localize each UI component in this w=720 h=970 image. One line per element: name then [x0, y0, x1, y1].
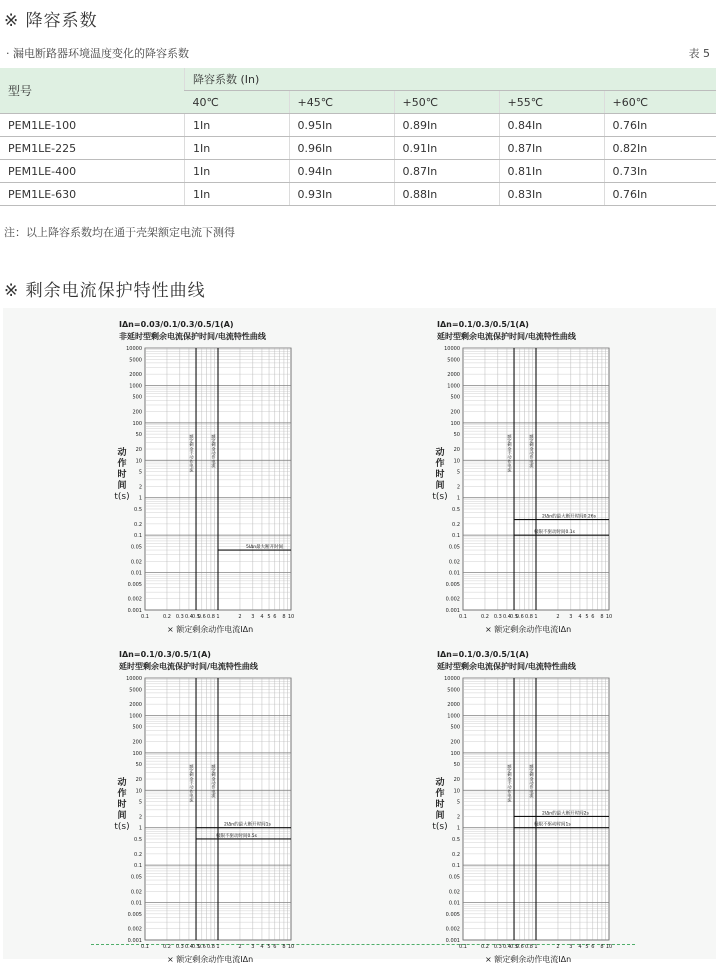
x-tick-label: 0.1	[141, 614, 149, 620]
x-tick-label: 3	[251, 944, 255, 950]
x-tick-label: 5	[267, 944, 271, 950]
y-axis-label-char: 动	[435, 448, 445, 458]
y-tick-label: 500	[132, 394, 142, 401]
y-tick-label: 1	[456, 825, 460, 832]
y-axis-label-char: 间	[435, 811, 445, 821]
y-tick-label: 1	[138, 495, 142, 502]
x-tick-label: 0.3	[175, 944, 184, 950]
y-tick-label: 0.005	[127, 581, 142, 588]
x-tick-label: 0.3	[175, 614, 184, 620]
y-tick-label: 100	[450, 420, 460, 427]
y-axis-label-char: 时	[117, 470, 127, 480]
x-tick-label: 5	[585, 614, 589, 620]
y-tick-label: 0.001	[127, 608, 142, 614]
x-tick-label: 10	[287, 944, 295, 950]
chart-caption-title: 非延时型剩余电流保护时间/电流特性曲线	[119, 332, 266, 341]
y-tick-label: 0.01	[130, 900, 142, 907]
x-axis-label: × 额定剩余动作电流IΔn	[485, 955, 572, 964]
y-tick-label: 2	[456, 484, 460, 491]
horizontal-label: 2IΔn的最大断开时间2s	[542, 811, 589, 817]
vertical-label: 额定剩余不动作电流	[507, 764, 513, 802]
y-tick-label: 0.01	[448, 900, 460, 907]
y-tick-label: 20	[135, 447, 142, 454]
chart-caption-current: IΔn=0.03/0.1/0.3/0.5/1(A)	[119, 320, 234, 329]
y-axis-label-char: 动	[117, 448, 127, 458]
x-tick-label: 8	[600, 614, 604, 620]
y-axis-label-char: 时	[117, 800, 127, 810]
y-tick-label: 500	[132, 724, 142, 731]
x-tick-label: 0.3	[493, 944, 502, 950]
y-tick-label: 5000	[447, 687, 460, 694]
x-tick-label: 6	[273, 614, 277, 620]
y-tick-label: 50	[453, 762, 460, 769]
y-tick-label: 0.05	[130, 874, 142, 881]
y-axis-label-char: 作	[117, 789, 127, 799]
y-tick-label: 2000	[129, 372, 142, 379]
chart-caption-current: IΔn=0.1/0.3/0.5/1(A)	[437, 320, 529, 329]
y-tick-label: 10	[453, 788, 460, 795]
cell-value: 0.87In	[499, 137, 604, 160]
x-tick-label: 0.5	[510, 944, 519, 950]
x-tick-label: 0.5	[510, 614, 519, 620]
vertical-label: 额定剩余不动作电流	[189, 434, 195, 472]
y-tick-label: 0.05	[130, 544, 142, 551]
x-tick-label: 3	[569, 944, 573, 950]
cell-value: 0.76In	[604, 183, 716, 206]
y-tick-label: 1000	[129, 713, 142, 720]
x-tick-label: 0.8	[206, 944, 215, 950]
y-tick-label: 0.002	[445, 926, 460, 933]
y-tick-label: 200	[132, 409, 142, 416]
y-tick-label: 5	[138, 469, 142, 476]
y-tick-label: 2	[138, 484, 142, 491]
cell-value: 0.82In	[604, 137, 716, 160]
x-axis-label: × 额定剩余动作电流IΔn	[167, 625, 254, 634]
y-tick-label: 1000	[129, 383, 142, 390]
y-axis-label-char: 作	[117, 459, 127, 469]
x-tick-label: 10	[605, 944, 613, 950]
cell-model: PEM1LE-400	[0, 160, 185, 183]
chart-plot	[421, 650, 631, 970]
header-group: 降容系数 (In)	[185, 68, 717, 91]
x-tick-label: 8	[282, 614, 286, 620]
y-tick-label: 10000	[444, 346, 460, 352]
x-tick-label: 6	[591, 944, 595, 950]
header-temp: +50℃	[394, 91, 499, 114]
y-tick-label: 500	[450, 724, 460, 731]
y-tick-label: 0.05	[448, 874, 460, 881]
y-tick-label: 0.2	[452, 851, 460, 858]
y-tick-label: 0.1	[134, 533, 142, 540]
x-tick-label: 8	[600, 944, 604, 950]
x-tick-label: 5	[267, 614, 271, 620]
y-tick-label: 0.5	[452, 836, 460, 843]
cell-value: 0.76In	[604, 114, 716, 137]
x-tick-label: 1	[534, 944, 538, 950]
y-axis-label	[115, 778, 129, 833]
x-tick-label: 0.1	[141, 944, 149, 950]
header-temp: +55℃	[499, 91, 604, 114]
cell-value: 1In	[185, 114, 290, 137]
section-heading-curves: ※ 剩余电流保护特性曲线	[4, 281, 206, 301]
cell-value: 0.84In	[499, 114, 604, 137]
y-tick-label: 0.5	[452, 506, 460, 513]
characteristic-chart-1	[103, 320, 313, 640]
cell-value: 0.73In	[604, 160, 716, 183]
vertical-label: 额定剩余动作电流	[211, 434, 217, 468]
y-tick-label: 5	[138, 799, 142, 806]
x-tick-label: 0.6	[515, 614, 524, 620]
y-tick-label: 10	[135, 788, 142, 795]
y-tick-label: 0.01	[130, 570, 142, 577]
y-tick-label: 20	[453, 777, 460, 784]
x-tick-label: 6	[273, 944, 277, 950]
x-tick-label: 0.6	[515, 944, 524, 950]
cell-value: 1In	[185, 160, 290, 183]
y-axis-label-char: 作	[435, 459, 445, 469]
x-tick-label: 2	[238, 614, 242, 620]
x-tick-label: 0.1	[459, 944, 467, 950]
y-tick-label: 0.1	[452, 863, 460, 870]
x-tick-label: 0.4	[502, 944, 511, 950]
x-tick-label: 0.8	[524, 614, 533, 620]
cell-value: 0.89In	[394, 114, 499, 137]
chart-plot	[421, 320, 631, 640]
x-axis-label: × 额定剩余动作电流IΔn	[167, 955, 254, 964]
derating-subtitle: · 漏电断路器环境温度变化的降容系数	[6, 47, 189, 60]
y-tick-label: 2000	[447, 372, 460, 379]
y-tick-label: 0.001	[445, 608, 460, 614]
x-tick-label: 0.1	[459, 614, 467, 620]
header-temp: 40℃	[185, 91, 290, 114]
y-tick-label: 0.5	[134, 836, 142, 843]
y-tick-label: 0.02	[130, 889, 142, 896]
y-axis-label-char: 时	[435, 800, 445, 810]
y-tick-label: 1	[456, 495, 460, 502]
y-axis-label-char: 动	[435, 778, 445, 788]
y-tick-label: 0.05	[448, 544, 460, 551]
y-tick-label: 0.002	[445, 596, 460, 603]
chart-caption-current: IΔn=0.1/0.3/0.5/1(A)	[437, 650, 529, 659]
cell-value: 0.95In	[289, 114, 394, 137]
y-tick-label: 0.02	[448, 889, 460, 896]
vertical-label: 额定剩余不动作电流	[189, 764, 195, 802]
x-tick-label: 2	[556, 614, 560, 620]
y-tick-label: 0.2	[452, 521, 460, 528]
cell-value: 0.81In	[499, 160, 604, 183]
chart-plot	[103, 650, 313, 970]
vertical-label: 额定剩余动作电流	[529, 434, 535, 468]
header-row	[0, 68, 716, 91]
header-temp: +45℃	[289, 91, 394, 114]
y-tick-label: 0.005	[127, 911, 142, 918]
y-tick-label: 0.1	[134, 863, 142, 870]
y-tick-label: 10000	[126, 676, 142, 682]
cell-value: 0.83In	[499, 183, 604, 206]
y-tick-label: 20	[135, 777, 142, 784]
cell-value: 0.96In	[289, 137, 394, 160]
table-row	[0, 183, 716, 206]
y-tick-label: 0.2	[134, 521, 142, 528]
y-tick-label: 50	[135, 432, 142, 439]
x-tick-label: 3	[569, 614, 573, 620]
y-axis-label-char: t(s)	[432, 492, 448, 502]
y-axis-label	[433, 778, 447, 833]
chart-caption-title: 延时型剩余电流保护时间/电流特性曲线	[437, 662, 576, 671]
cell-value: 0.88In	[394, 183, 499, 206]
y-tick-label: 2000	[447, 702, 460, 709]
y-tick-label: 1000	[447, 713, 460, 720]
cell-value: 0.91In	[394, 137, 499, 160]
x-tick-label: 10	[287, 614, 295, 620]
x-tick-label: 0.8	[524, 944, 533, 950]
horizontal-label: 2IΔn的最大断开时间0.26s	[542, 514, 597, 520]
y-tick-label: 10	[453, 458, 460, 465]
x-tick-label: 2	[238, 944, 242, 950]
y-tick-label: 20	[453, 447, 460, 454]
y-tick-label: 0.001	[445, 938, 460, 944]
cell-value: 0.87In	[394, 160, 499, 183]
chart-plot	[103, 320, 313, 640]
y-tick-label: 0.005	[445, 911, 460, 918]
y-tick-label: 2000	[129, 702, 142, 709]
y-tick-label: 200	[450, 409, 460, 416]
x-tick-label: 0.5	[192, 614, 201, 620]
cell-value: 1In	[185, 183, 290, 206]
y-tick-label: 0.5	[134, 506, 142, 513]
table-row	[0, 160, 716, 183]
x-tick-label: 0.2	[162, 614, 171, 620]
y-tick-label: 0.02	[130, 559, 142, 566]
horizontal-label: 极限不驱动时间1s	[534, 822, 571, 828]
y-tick-label: 100	[132, 420, 142, 427]
y-tick-label: 100	[450, 750, 460, 757]
vertical-label: 额定剩余不动作电流	[507, 434, 513, 472]
y-tick-label: 5	[456, 799, 460, 806]
header-model: 型号	[0, 68, 185, 114]
x-tick-label: 2	[556, 944, 560, 950]
x-tick-label: 0.3	[493, 614, 502, 620]
y-tick-label: 5000	[447, 357, 460, 364]
horizontal-label: 5IΔn最大断开时间	[246, 545, 284, 551]
y-tick-label: 50	[135, 762, 142, 769]
y-tick-label: 50	[453, 432, 460, 439]
y-tick-label: 1	[138, 825, 142, 832]
y-tick-label: 0.002	[127, 926, 142, 933]
x-tick-label: 0.2	[162, 944, 171, 950]
x-tick-label: 0.5	[192, 944, 201, 950]
vertical-label: 额定剩余动作电流	[211, 764, 217, 798]
cell-model: PEM1LE-225	[0, 137, 185, 160]
x-tick-label: 0.6	[197, 944, 206, 950]
y-axis-label-char: 间	[435, 481, 445, 491]
vertical-label: 额定剩余动作电流	[529, 764, 535, 798]
y-axis-label-char: 间	[117, 481, 127, 491]
x-tick-label: 4	[578, 944, 582, 950]
derating-note: 注：以上降容系数均在通于壳架额定电流下测得	[4, 226, 235, 239]
x-tick-label: 4	[260, 614, 264, 620]
x-tick-label: 4	[578, 614, 582, 620]
y-axis-label-char: t(s)	[114, 492, 130, 502]
y-tick-label: 10	[135, 458, 142, 465]
y-axis-label-char: 作	[435, 789, 445, 799]
y-axis-label-char: 动	[117, 778, 127, 788]
y-tick-label: 10000	[444, 676, 460, 682]
x-tick-label: 0.2	[480, 614, 489, 620]
x-tick-label: 0.8	[206, 614, 215, 620]
x-tick-label: 0.6	[197, 614, 206, 620]
y-tick-label: 100	[132, 750, 142, 757]
x-tick-label: 0.2	[480, 944, 489, 950]
y-tick-label: 5000	[129, 357, 142, 364]
x-tick-label: 1	[216, 614, 220, 620]
table-row	[0, 114, 716, 137]
x-tick-label: 0.4	[184, 614, 193, 620]
x-tick-label: 1	[216, 944, 220, 950]
horizontal-label: 极限不驱动时间0.1s	[534, 530, 576, 536]
header-temp: +60℃	[604, 91, 716, 114]
x-tick-label: 0.4	[502, 614, 511, 620]
x-tick-label: 3	[251, 614, 255, 620]
y-axis-label	[433, 448, 447, 503]
horizontal-label: 2IΔn的最大断开时间1s	[224, 822, 271, 828]
y-axis-label-char: 时	[435, 470, 445, 480]
chart-caption-current: IΔn=0.1/0.3/0.5/1(A)	[119, 650, 211, 659]
y-axis-label-char: 间	[117, 811, 127, 821]
cell-model: PEM1LE-100	[0, 114, 185, 137]
y-tick-label: 0.2	[134, 851, 142, 858]
y-tick-label: 0.01	[448, 570, 460, 577]
y-tick-label: 2	[456, 814, 460, 821]
y-tick-label: 200	[450, 739, 460, 746]
y-tick-label: 1000	[447, 383, 460, 390]
x-tick-label: 5	[585, 944, 589, 950]
table-row	[0, 137, 716, 160]
chart-caption-title: 延时型剩余电流保护时间/电流特性曲线	[119, 662, 258, 671]
characteristic-chart-3	[103, 650, 313, 970]
y-tick-label: 500	[450, 394, 460, 401]
y-axis-label	[115, 448, 129, 503]
x-tick-label: 0.4	[184, 944, 193, 950]
y-tick-label: 0.005	[445, 581, 460, 588]
curves-panel	[3, 308, 716, 964]
y-tick-label: 0.02	[448, 559, 460, 566]
x-tick-label: 6	[591, 614, 595, 620]
y-axis-label-char: t(s)	[114, 822, 130, 832]
section-heading-derating: ※ 降容系数	[4, 11, 98, 31]
y-tick-label: 0.002	[127, 596, 142, 603]
y-tick-label: 5	[456, 469, 460, 476]
y-tick-label: 5000	[129, 687, 142, 694]
y-tick-label: 10000	[126, 346, 142, 352]
characteristic-chart-2	[421, 320, 631, 640]
x-tick-label: 10	[605, 614, 613, 620]
y-tick-label: 0.001	[127, 938, 142, 944]
characteristic-chart-4	[421, 650, 631, 970]
table-number: 表 5	[688, 47, 710, 60]
derating-table	[0, 68, 716, 206]
cell-model: PEM1LE-630	[0, 183, 185, 206]
y-tick-label: 0.1	[452, 533, 460, 540]
cell-value: 1In	[185, 137, 290, 160]
chart-caption-title: 延时型剩余电流保护时间/电流特性曲线	[437, 332, 576, 341]
x-tick-label: 1	[534, 614, 538, 620]
x-axis-label: × 额定剩余动作电流IΔn	[485, 625, 572, 634]
y-axis-label-char: t(s)	[432, 822, 448, 832]
x-tick-label: 8	[282, 944, 286, 950]
horizontal-label: 极限不驱动时间0.5s	[216, 833, 258, 839]
cell-value: 0.93In	[289, 183, 394, 206]
y-tick-label: 200	[132, 739, 142, 746]
x-tick-label: 4	[260, 944, 264, 950]
y-tick-label: 2	[138, 814, 142, 821]
cell-value: 0.94In	[289, 160, 394, 183]
